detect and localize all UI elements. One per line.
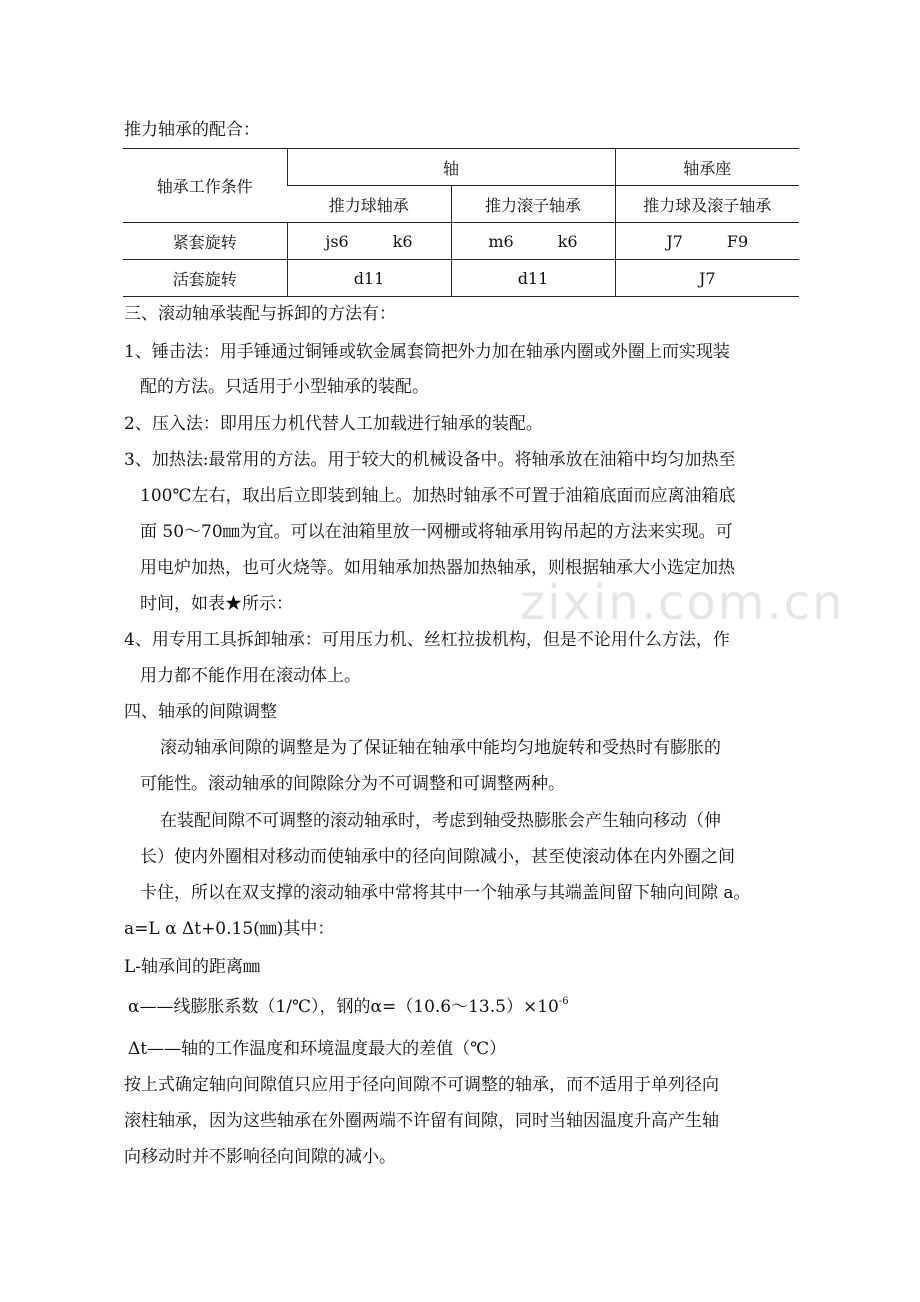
paragraph-line: 向移动时并不影响径向间隙的减小。 (124, 1147, 396, 1167)
cell-housing-fit (615, 223, 799, 260)
table-row (123, 223, 799, 260)
paragraph-line: 可能性。滚动轴承的间隙除分为不可调整和可调整两种。 (140, 774, 565, 794)
paragraph-line: 滚柱轴承，因为这些轴承在外圈两端不许留有间隙，同时当轴因温度升高产生轴 (124, 1111, 719, 1131)
watermark: zixin.com.cn (520, 575, 845, 631)
fit-value: m6 (488, 231, 514, 251)
paragraph-line: 配的方法。只适用于小型轴承的装配。 (140, 377, 429, 397)
paragraph-line: 3、加热法:最常用的方法。用于较大的机械设备中。将轴承放在油箱中均匀加热至 (124, 450, 736, 470)
cell-housing-fit: J7 (615, 260, 799, 297)
header-ball-roller-housing: 推力球及滚子轴承 (615, 186, 799, 223)
row-condition: 活套旋转 (123, 260, 287, 297)
paragraph-line: 按上式确定轴向间隙值只应用于径向间隙不可调整的轴承，而不适用于单列径向 (124, 1075, 719, 1095)
paragraph-line: 时间，如表★所示： (140, 594, 293, 614)
cell-ball-fit: d11 (287, 260, 451, 297)
fit-value: k6 (557, 231, 578, 251)
paragraph-line: 用电炉加热，也可火烧等。如用轴承加热器加热轴承，则根据轴承大小选定加热 (140, 558, 735, 578)
row-condition: 紧套旋转 (123, 223, 287, 260)
paragraph-line: 滚动轴承间隙的调整是为了保证轴在轴承中能均匀地旋转和受热时有膨胀的 (160, 738, 721, 758)
paragraph-line: 100℃左右，取出后立即装到轴上。加热时轴承不可置于油箱底面而应离油箱底 (140, 486, 736, 506)
paragraph-line: 4、用专用工具拆卸轴承：可用压力机、丝杠拉拔机构，但是不论用什么方法，作 (124, 630, 730, 650)
table-row (123, 260, 799, 297)
alpha-exponent: -6 (558, 996, 569, 1007)
paragraph-line: 在装配间隙不可调整的滚动轴承时，考虑到轴受热膨胀会产生轴向移动（伸 (160, 811, 721, 831)
formula-line (128, 996, 569, 1018)
cell-roller-fit: d11 (451, 260, 615, 297)
header-shaft: 轴 (287, 149, 615, 186)
formula-line: Δt——轴的工作温度和环境温度最大的差值（℃） (128, 1039, 507, 1059)
section-four-heading: 四、轴承的间隙调整 (124, 702, 277, 722)
fit-value: J7 (666, 231, 683, 251)
paragraph-line: 卡住，所以在双支撑的滚动轴承中常将其中一个轴承与其端盖间留下轴向间隙 a。 (140, 883, 751, 903)
header-housing: 轴承座 (615, 149, 799, 186)
paragraph-line: 用力都不能作用在滚动体上。 (140, 666, 361, 686)
section-three-heading: 三、滚动轴承装配与拆卸的方法有： (124, 304, 396, 324)
formula-line: L-轴承间的距离㎜ (124, 957, 261, 977)
fit-value: F9 (726, 231, 749, 251)
header-roller-shaft: 推力滚子轴承 (451, 186, 615, 223)
fit-value: k6 (392, 231, 413, 251)
paragraph-line: 1、锤击法：用手锤通过铜锤或软金属套筒把外力加在轴承内圈或外圈上而实现装 (124, 342, 730, 362)
alpha-definition: α——线膨胀系数（1/℃），钢的α=（10.6～13.5）×10 (128, 997, 559, 1017)
paragraph-line: 2、压入法：即用压力机代替人工加载进行轴承的装配。 (124, 414, 543, 434)
thrust-bearing-fit-table (123, 148, 799, 297)
cell-ball-fit (287, 223, 451, 260)
table-caption: 推力轴承的配合： (124, 120, 260, 140)
paragraph-line: 长）使内外圈相对移动而使轴承中的径向间隙减小，甚至使滚动体在内外圈之间 (140, 847, 735, 867)
header-ball-shaft: 推力球轴承 (287, 186, 451, 223)
header-condition: 轴承工作条件 (123, 149, 287, 223)
formula-line: a=L α Δt+0.15(㎜)其中： (124, 919, 335, 939)
fit-value: js6 (325, 231, 349, 251)
cell-roller-fit (451, 223, 615, 260)
paragraph-line: 面 50～70㎜为宜。可以在油箱里放一网栅或将轴承用钩吊起的方法来实现。可 (140, 522, 733, 542)
